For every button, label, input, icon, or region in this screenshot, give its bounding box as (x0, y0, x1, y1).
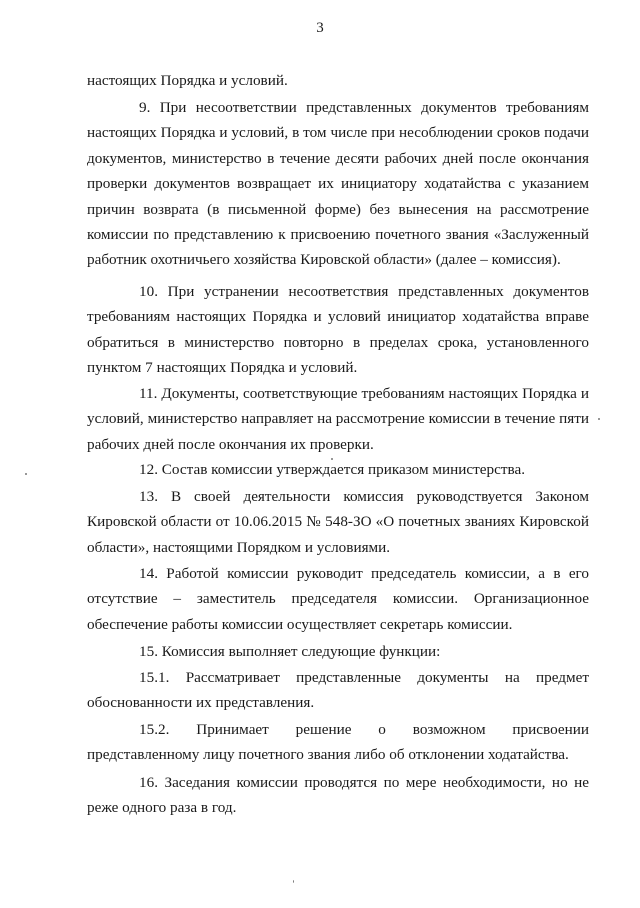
paragraph-continuation: настоящих Порядка и условий. (87, 72, 288, 89)
paragraph-14: 14. Работой комиссии руководит председатель комиссии, а в его отсутствие – заместитель председателя комиссии. Организационное обеспечение работы комиссии осуществляет секретарь комиссии. (87, 565, 589, 633)
paragraph-12: 12. Состав комиссии утверждается приказом министерства. (139, 461, 525, 478)
scan-speck (25, 473, 27, 475)
scan-speck (598, 418, 600, 420)
paragraph-13: 13. В своей деятельности комиссия руководствуется Законом Кировской области от 10.06.2015 № 548-ЗО «О почетных званиях Кировской области», настоящими Порядком и условиями. (87, 488, 589, 556)
paragraph-10: 10. При устранении несоответствия представленных документов требованиям настоящих Порядка и условий инициатор ходатайства вправе обратиться в министерство повторно в пределах срока, установленного пунктом 7 настоящих Порядка и условий. (87, 283, 589, 377)
paragraph-15-1: 15.1. Рассматривает представленные документы на предмет обоснованности их представления. (87, 669, 589, 712)
paragraph-15-2: 15.2. Принимает решение о возможном присвоении представленному лицу почетного звания либо об отклонении ходатайства. (87, 721, 589, 764)
scan-speck (293, 880, 294, 883)
paragraph-9: 9. При несоответствии представленных документов требованиям настоящих Порядка и условий, в том числе при несоблюдении сроков подачи документов, министерство в течение десяти рабочих дней после окончания проверки документов возвращает их инициатору ходатайства с указанием причин возврата (в письменной форме) без вынесения на рассмотрение комиссии по представлению к присвоению почетного звания «Заслуженный работник охотничьего хозяйства Кировской области» (далее – комиссия). (87, 99, 589, 269)
paragraph-16: 16. Заседания комиссии проводятся по мере необходимости, но не реже одного раза в год. (87, 774, 589, 817)
scan-speck (331, 458, 333, 460)
paragraph-15: 15. Комиссия выполняет следующие функции: (139, 643, 441, 660)
paragraph-11: 11. Документы, соответствующие требованиям настоящих Порядка и условий, министерство направляет на рассмотрение комиссии в течение пяти рабочих дней после окончания их проверки. (87, 385, 589, 453)
page-number: 3 (316, 20, 324, 36)
